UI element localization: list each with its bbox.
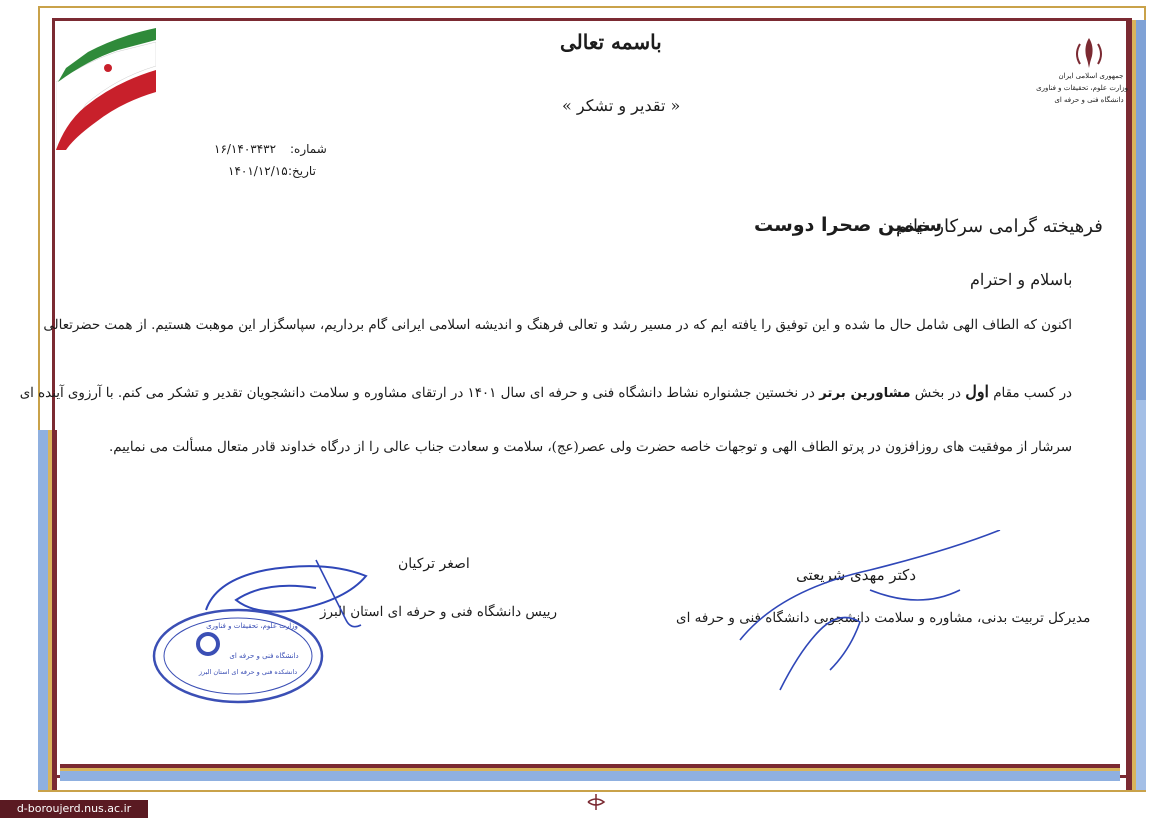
seal-center-text: دانشگاه فنی و حرفه ای <box>229 652 299 660</box>
body-line-2-part-c: در نخستین جشنواره نشاط دانشگاه فنی و حرفه ای سال ۱۴۰۱ در ارتقای مشاوره و سلامت دانشجویان تقدیر و تشکر می کنم. با آرزوی آینده ای <box>19 386 815 401</box>
signer-left-title: رییس دانشگاه فنی و حرفه ای استان البرز <box>320 604 557 620</box>
body-line-2-part-b: در بخش <box>914 386 961 401</box>
body-line-2-part-a: در کسب مقام <box>993 386 1072 401</box>
certificate-subtitle: « تقدیر و تشکر » <box>562 96 681 115</box>
left-ornament-band <box>34 430 74 790</box>
signer-left-name: اصغر ترکیان <box>398 556 470 572</box>
letter-date-value: ۱۴۰۱/۱۲/۱۵ <box>228 164 288 178</box>
invocation: باسمه تعالی <box>560 30 662 54</box>
signer-right-name: دکتر مهدی شریعتی <box>796 566 917 584</box>
ministry-line-1: جمهوری اسلامی ایران <box>1058 72 1124 80</box>
rank-value: اول <box>965 382 989 401</box>
ministry-line-3: دانشگاه فنی و حرفه ای <box>1054 96 1124 104</box>
letter-number-label: شماره: <box>290 142 327 156</box>
seal-bottom-text: دانشکده فنی و حرفه ای استان البرز <box>198 668 298 676</box>
bottom-ornament-band <box>60 762 1120 784</box>
right-signature <box>720 530 1020 700</box>
letter-number-value: ۱۶/۱۴۰۳۴۳۲ <box>214 142 277 156</box>
ministry-line-2: وزارت علوم، تحقیقات و فناوری <box>1036 84 1128 92</box>
body-line-1: اکنون که الطاف الهی شامل حال ما شده و این توفیق را یافته ایم که در مسیر رشد و تعالی فرهنگ و اندیشه اسلامی ایرانی گام برداریم، سپاسگزار این موهبت هستیم. از همت حضرتعالی <box>43 318 1072 333</box>
right-ornament-band <box>1112 20 1152 790</box>
iran-flag-icon <box>56 22 156 150</box>
footer-bar <box>0 798 1156 825</box>
seal-top-text: وزارت علوم، تحقیقات و فناوری <box>206 622 298 630</box>
footer-ornament-icon <box>582 792 610 812</box>
letter-date-label: تاریخ: <box>288 164 316 178</box>
body-line-3: سرشار از موفقیت های روزافزون در پرتو الطاف الهی و توجهات خاصه حضرت ولی عصر(عج)، سلامت و سعادت جناب عالی را از درگاه خداوند قادر متعال مسألت می نماییم. <box>108 440 1072 455</box>
signer-right-title: مدیرکل تربیت بدنی، مشاوره و سلامت دانشجویی دانشگاه فنی و حرفه ای <box>676 610 1091 626</box>
official-seal <box>152 608 324 704</box>
greeting: باسلام و احترام <box>970 270 1073 289</box>
body-line-2 <box>19 382 1072 401</box>
iran-emblem-icon <box>1062 34 1116 74</box>
site-url-label[interactable]: d-boroujerd.nus.ac.ir <box>0 800 148 818</box>
section-value: مشاورین برتر <box>819 386 911 401</box>
recipient-salutation: فرهیخته گرامی سرکار خانم <box>896 216 1103 237</box>
recipient-name: سیمین صحرا دوست <box>754 214 943 236</box>
